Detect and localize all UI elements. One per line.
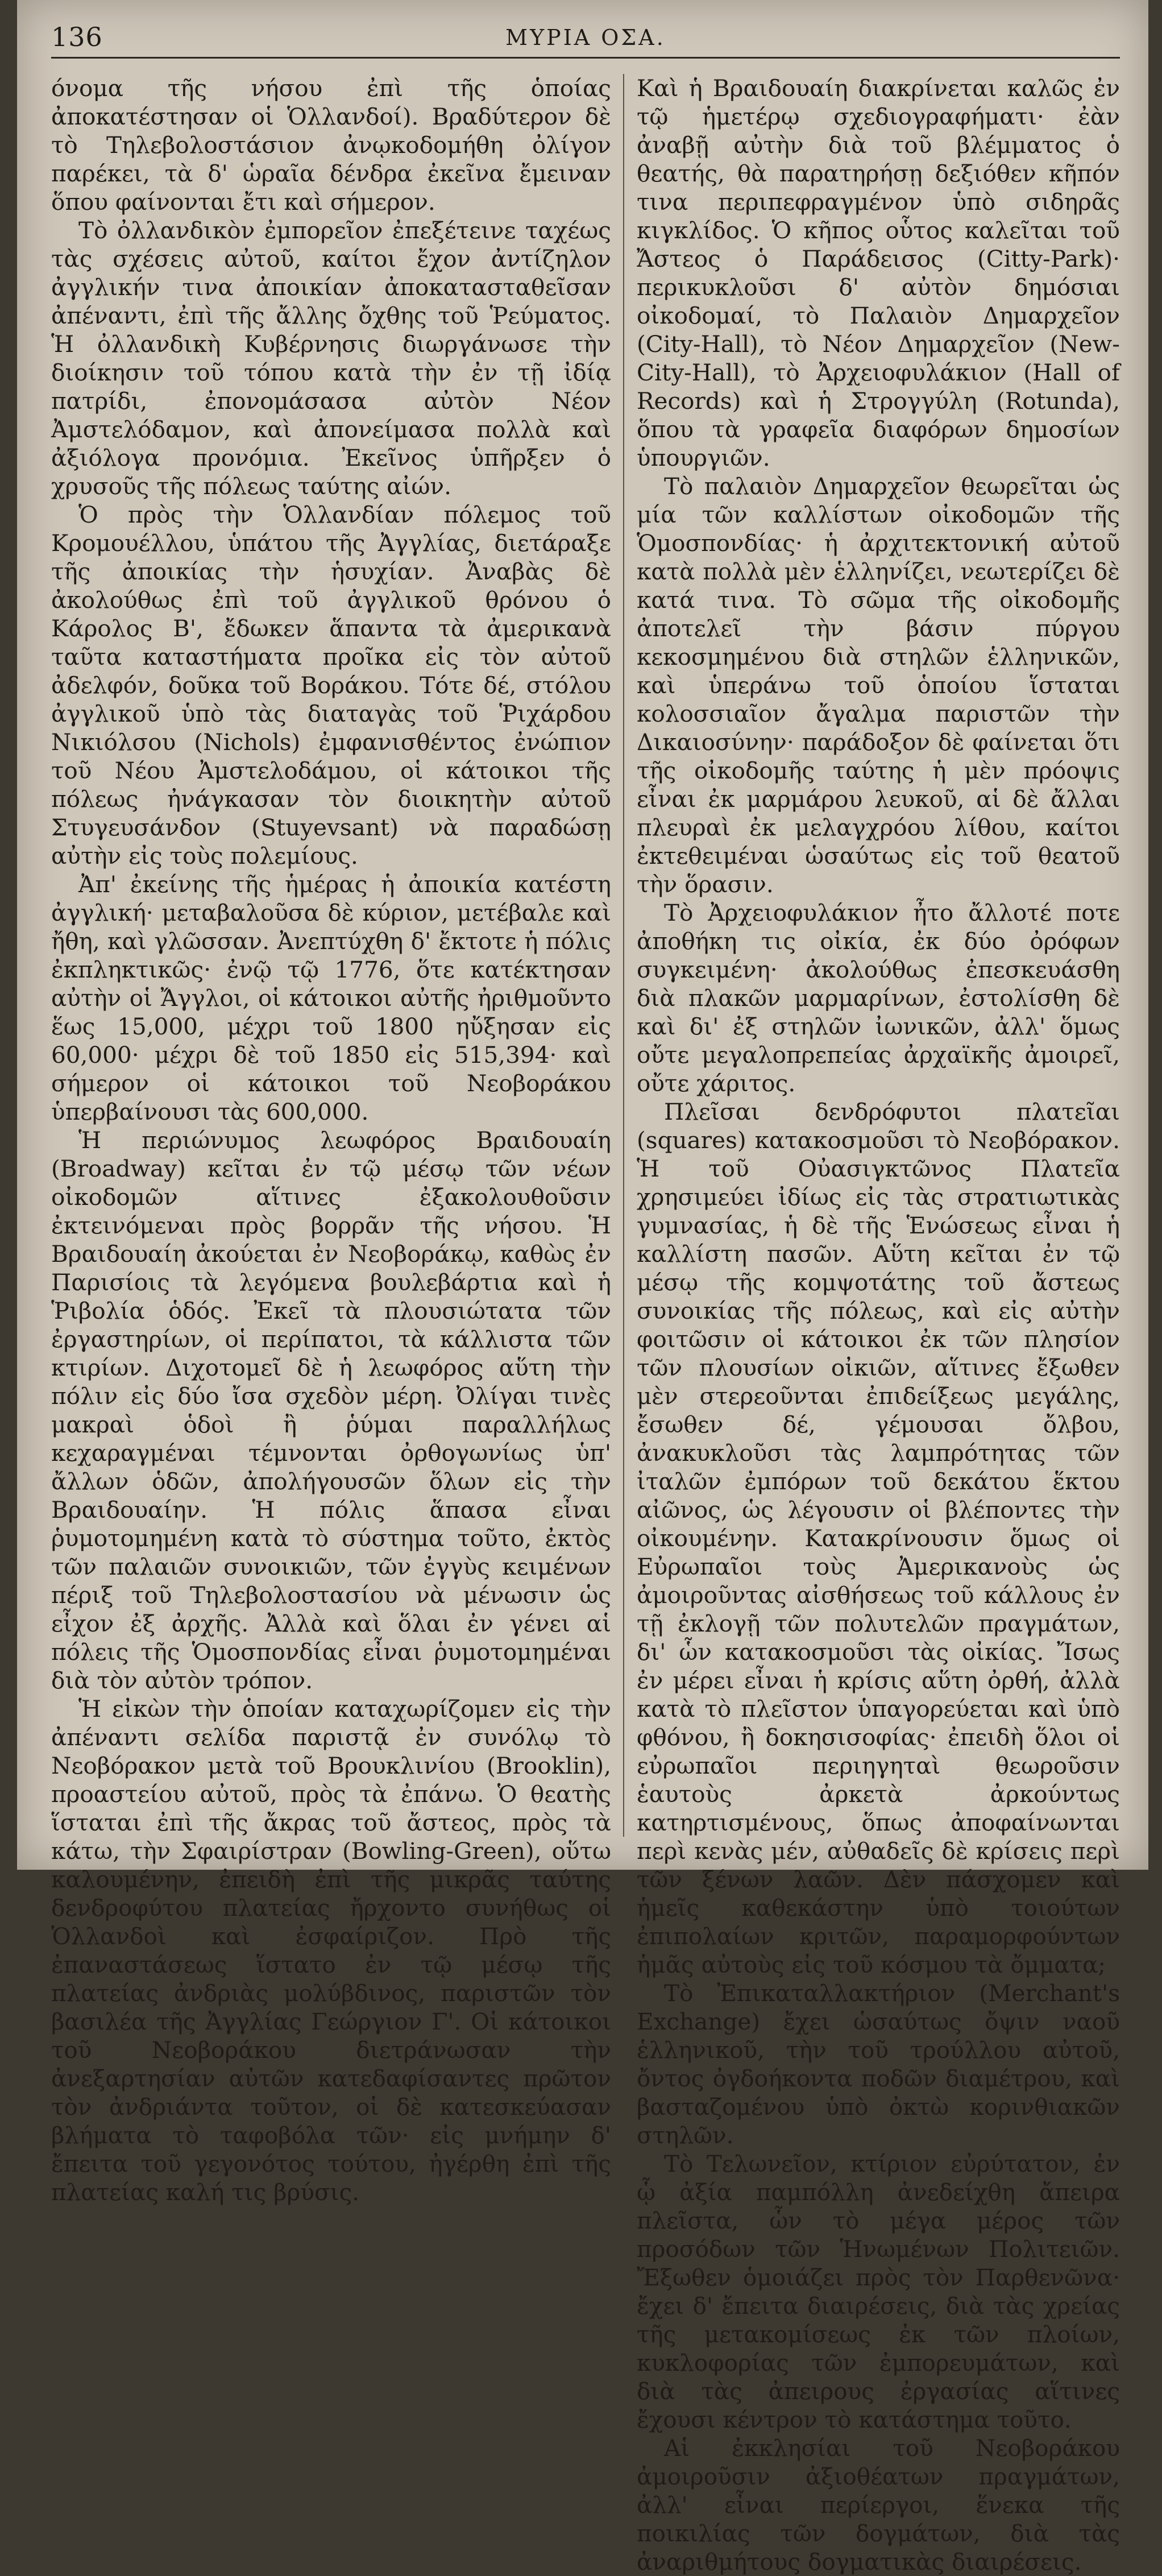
running-title: ΜΥΡΙΑ ΟΣΑ. xyxy=(505,25,666,50)
paragraph: Ὁ πρὸς τὴν Ὁλλανδίαν πόλεμος τοῦ Κρομουέλλου, ὑπάτου τῆς Ἀγγλίας, διετάραξε τῆς ἀποικίας τὴν ἡσυχίαν. Ἀναβὰς δὲ ἀκολούθως ἐπὶ τοῦ ἀγγλικοῦ θρόνου ὁ Κάρολος Β', ἔδωκεν ἅπαντα τὰ ἀμερικανὰ ταῦτα καταστήματα προῖκα εἰς τὸν αὐτοῦ ἀδελφόν, δοῦκα τοῦ Βοράκου. Τότε δέ, στόλου ἀγγλικοῦ ὑπὸ τὰς διαταγὰς τοῦ Ῥιχάρδου Νικιόλσου (Nichols) ἐμφανισθέντος ἐνώπιον τοῦ Νέου Ἀμστελοδάμου, οἱ κάτοικοι τῆς πόλεως ἠνάγκασαν τὸν διοικητὴν αὐτοῦ Στυγευσάνδον (Stuyevsant) νὰ παραδώσῃ αὐτὴν εἰς τοὺς πολεμίους. xyxy=(51,501,611,869)
left-column xyxy=(51,74,611,2206)
paragraph: Αἱ ἐκκλησίαι τοῦ Νεοβοράκου ἀμοιροῦσιν ἀξιοθέατων πραγμάτων, ἀλλ' εἶναι περίεργοι, ἕνεκα τῆς ποικιλίας τῶν δογμάτων, διὰ τὰς ἀναριθμήτους δογματικὰς διαιρέσεις. xyxy=(637,2434,1120,2575)
paragraph: Καὶ ἡ Βραιδουαίη διακρίνεται καλῶς ἐν τῷ ἡμετέρῳ σχεδιογραφήματι· ἐὰν ἀναβῇ αὐτὴν διὰ τοῦ βλέμματος ὁ θεατής, θὰ παρατηρήσῃ δεξιόθεν κῆπόν τινα περιπεφραγμένον ὑπὸ σιδηρᾶς κιγκλίδος. Ὁ κῆπος οὗτος καλεῖται τοῦ Ἄστεος ὁ Παράδεισος (Citty-Park)· περικυκλοῦσι δ' αὐτὸν δημόσιαι οἰκοδομαί, τὸ Παλαιὸν Δημαρχεῖον (City-Hall), τὸ Νέον Δημαρχεῖον (New-City-Hall), τὸ Ἀρχειοφυλάκιον (Hall of Records) καὶ ἡ Στρογγύλη (Rotunda), ὅπου τὰ γραφεῖα διαφόρων δημοσίων ὑπουργιῶν. xyxy=(637,74,1120,471)
book-page xyxy=(17,0,1148,2575)
paragraph: Ἡ περιώνυμος λεωφόρος Βραιδουαίη (Broadway) κεῖται ἐν τῷ μέσῳ τῶν νέων οἰκοδομῶν αἵτινες ἐξακολουθοῦσιν ἐκτεινόμεναι πρὸς βορρᾶν τῆς νήσου. Ἡ Βραιδουαίη ἀκούεται ἐν Νεοβοράκῳ, καθὼς ἐν Παρισίοις τὰ λεγόμενα βουλεβάρτια καὶ ἡ Ῥιβολία ὁδός. Ἐκεῖ τὰ πλουσιώτατα τῶν ἐργαστηρίων, οἱ περίπατοι, τὰ κάλλιστα τῶν κτιρίων. Διχοτομεῖ δὲ ἡ λεωφόρος αὕτη τὴν πόλιν εἰς δύο ἴσα σχεδὸν μέρη. Ὀλίγαι τινὲς μακραὶ ὁδοὶ ἢ ῥύμαι παραλλήλως κεχαραγμέναι τέμνονται ὀρθογωνίως ὑπ' ἄλλων ὁδῶν, ἀπολήγουσῶν ὅλων εἰς τὴν Βραιδουαίην. Ἡ πόλις ἅπασα εἶναι ῥυμοτομημένη κατὰ τὸ σύστημα τοῦτο, ἐκτὸς τῶν παλαιῶν συνοικιῶν, τῶν ἐγγὺς κειμένων πέριξ τοῦ Τηλεβολοστασίου νὰ μένωσιν ὡς εἶχον ἐξ ἀρχῆς. Ἀλλὰ καὶ ὅλαι ἐν γένει αἱ πόλεις τῆς Ὁμοσπονδίας εἶναι ῥυμοτομημέναι διὰ τὸν αὐτὸν τρόπον. xyxy=(51,1127,611,1694)
paragraph: Τὸ ὀλλανδικὸν ἐμπορεῖον ἐπεξέτεινε ταχέως τὰς σχέσεις αὐτοῦ, καίτοι ἔχον ἀντίζηλον ἀγγλικήν τινα ἀποικίαν ἀποκατασταθεῖσαν ἀπέναντι, ἐπὶ τῆς ἄλλης ὄχθης τοῦ Ῥεύματος. Ἡ ὀλλανδικὴ Κυβέρνησις διωργάνωσε τὴν διοίκησιν τοῦ τόπου κατὰ τὴν ἐν τῇ ἰδίᾳ πατρίδι, ἐπονομάσασα αὐτὸν Νέον Ἀμστελόδαμον, καὶ ἀπονείμασα πολλὰ καὶ ἀξιόλογα προνόμια. Ἐκεῖνος ὑπῆρξεν ὁ χρυσοῦς τῆς πόλεως ταύτης αἰών. xyxy=(51,217,611,500)
paragraph: Ἡ εἰκὼν τὴν ὁποίαν καταχωρίζομεν εἰς τὴν ἀπέναντι σελίδα παριστᾷ ἐν συνόλῳ τὸ Νεοβόρακον μετὰ τοῦ Βρουκλινίου (Brooklin), προαστείου αὐτοῦ, πρὸς τὰ ἐπάνω. Ὁ θεατὴς ἵσταται ἐπὶ τῆς ἄκρας τοῦ ἄστεος, πρὸς τὰ κάτω, τὴν Σφαιρίστραν (Bowling-Green), οὕτω καλουμένην, ἐπειδὴ ἐπὶ τῆς μικρᾶς ταύτης δενδροφύτου πλατείας ἤρχοντο συνήθως οἱ Ὁλλανδοὶ καὶ ἐσφαίριζον. Πρὸ τῆς ἐπαναστάσεως ἵστατο ἐν τῷ μέσῳ τῆς πλατείας ἀνδριὰς μολύβδινος, παριστῶν τὸν βασιλέα τῆς Ἀγγλίας Γεώργιον Γ'. Οἱ κάτοικοι τοῦ Νεοβοράκου διετράνωσαν τὴν ἀνεξαρτησίαν αὐτῶν κατεδαφίσαντες πρῶτον τὸν ἀνδριάντα τοῦτον, οἱ δὲ κατεσκεύασαν βλήματα τὸ ταφοβόλα τῶν· εἰς μνήμην δ' ἔπειτα τοῦ γεγονότος τούτου, ἠγέρθη ἐπὶ τῆς πλατείας καλή τις βρύσις. xyxy=(51,1695,611,2206)
paragraph: Τὸ Ἀρχειοφυλάκιον ἦτο ἄλλοτέ ποτε ἀποθήκη τις οἰκία, ἐκ δύο ὀρόφων συγκειμένη· ἀκολούθως ἐπεσκευάσθη διὰ πλακῶν μαρμαρίνων, ἐστολίσθη δὲ καὶ δι' ἐξ στηλῶν ἰωνικῶν, ἀλλ' ὅμως οὔτε μεγαλοπρεπείας ἀρχαϊκῆς ἀμοιρεῖ, οὔτε χάριτος. xyxy=(637,899,1120,1097)
paragraph: Τὸ παλαιὸν Δημαρχεῖον θεωρεῖται ὡς μία τῶν καλλίστων οἰκοδομῶν τῆς Ὁμοσπονδίας· ἡ ἀρχιτεκτονική αὐτοῦ κατὰ πολλὰ μὲν ἑλληνίζει, νεωτερίζει δὲ κατά τινα. Τὸ σῶμα τῆς οἰκοδομῆς ἀποτελεῖ τὴν βάσιν πύργου κεκοσμημένου διὰ στηλῶν ἑλληνικῶν, καὶ ὑπεράνω τοῦ ὁποίου ἵσταται κολοσσιαῖον ἄγαλμα παριστῶν τὴν Δικαιοσύνην· παράδοξον δὲ φαίνεται ὅτι τῆς οἰκοδομῆς ταύτης ἡ μὲν πρόοψις εἶναι ἐκ μαρμάρου λευκοῦ, αἱ δὲ ἄλλαι πλευραὶ ἐκ μελαγχρόου λίθου, καίτοι ἐκτεθειμέναι ὡσαύτως εἰς τοῦ θεατοῦ τὴν ὅρασιν. xyxy=(637,473,1120,898)
column-divider xyxy=(623,74,624,1837)
paragraph: όνομα τῆς νήσου ἐπὶ τῆς ὁποίας ἀποκατέστησαν οἱ Ὁλλανδοί). Βραδύτερον δὲ τὸ Τηλεβολοστάσιον ἀνῳκοδομήθη ὀλίγον παρέκει, τὰ δ' ὡραῖα δένδρα ἐκεῖνα ἔμειναν ὅπου φαίνονται ἔτι καὶ σήμερον. xyxy=(51,74,611,216)
header-rule xyxy=(51,57,1120,59)
right-column xyxy=(637,74,1120,2575)
paragraph: Τὸ Τελωνεῖον, κτίριον εὐρύτατον, ἐν ᾧ ἀξία παμπόλλη ἀνεδείχθη ἄπειρα πλεῖστα, ὧν τὸ μέγα μέρος τῶν προσόδων τῶν Ἡνωμένων Πολιτειῶν. Ἔξωθεν ὁμοιάζει πρὸς τὸν Παρθενῶνα· ἔχει δ' ἔπειτα διαιρέσεις, διὰ τὰς χρείας τῆς μετακομίσεως ἐκ τῶν πλοίων, κυκλοφορίας τῶν ἐμπορευμάτων, καὶ διὰ τὰς ἀπειρους ἐργασίας αἵτινες ἔχουσι κέντρον τὸ κατάστημα τοῦτο. xyxy=(637,2150,1120,2433)
page-header xyxy=(51,10,1120,61)
paragraph: Τὸ Ἐπικαταλλακτήριον (Merchant's Exchange) ἔχει ὡσαύτως ὄψιν ναοῦ ἑλληνικοῦ, τὴν τοῦ τρούλλου αὐτοῦ, ὄντος ὀγδοήκοντα ποδῶν διαμέτρου, καὶ βασταζομένου ὑπὸ ὀκτὼ κορινθιακῶν στηλῶν. xyxy=(637,1979,1120,2149)
paragraph: Ἀπ' ἐκείνης τῆς ἡμέρας ἡ ἀποικία κατέστη ἀγγλική· μεταβαλοῦσα δὲ κύριον, μετέβαλε καὶ ἤθη, καὶ γλῶσσαν. Ἀνεπτύχθη δ' ἔκτοτε ἡ πόλις ἐκπληκτικῶς· ἐνῷ τῷ 1776, ὅτε κατέκτησαν αὐτὴν οἱ Ἄγγλοι, οἱ κάτοικοι αὐτῆς ἠριθμοῦντο ἕως 15,000, μέχρι τοῦ 1800 ηὔξησαν εἰς 60,000· μέχρι δὲ τοῦ 1850 εἰς 515,394· καὶ σήμερον οἱ κάτοικοι τοῦ Νεοβοράκου ὑπερβαίνουσι τὰς 600,000. xyxy=(51,871,611,1125)
paragraph: Πλεῖσαι δενδρόφυτοι πλατεῖαι (squares) κατακοσμοῦσι τὸ Νεοβόρακον. Ἡ τοῦ Οὐασιγκτῶνος Πλατεῖα χρησιμεύει ἰδίως εἰς τὰς στρατιωτικὰς γυμνασίας, ἡ δὲ τῆς Ἑνώσεως εἶναι ἡ καλλίστη πασῶν. Αὕτη κεῖται ἐν τῷ μέσῳ τῆς κομψοτάτης τοῦ ἄστεως συνοικίας τῆς πόλεως, καὶ εἰς αὐτὴν φοιτῶσιν οἱ κάτοικοι ἐκ τῶν πλησίον τῶν πλουσίων οἰκιῶν, αἵτινες ἔξωθεν μὲν στερεοῦνται ἐπιδείξεως μεγάλης, ἔσωθεν δέ, γέμουσαι ὄλβου, ἀνακυκλοῦσι τὰς λαμπρότητας τῶν ἰταλῶν ἐμπόρων τοῦ δεκάτου ἕκτου αἰῶνος, ὡς λέγουσιν οἱ βλέποντες τὴν οἰκουμένην. Κατακρίνουσιν ὅμως οἱ Εὐρωπαῖοι τοὺς Ἀμερικανοὺς ὡς ἀμοιροῦντας αἰσθήσεως τοῦ κάλλους ἐν τῇ ἐκλογῇ τῶν πολυτελῶν πραγμάτων, δι' ὧν κατακοσμοῦσι τὰς οἰκίας. Ἴσως ἐν μέρει εἶναι ἡ κρίσις αὕτη ὀρθή, ἀλλὰ κατὰ τὸ πλεῖστον ὑπαγορεύεται καὶ ὑπὸ φθόνου, ἢ δοκησισοφίας· ἐπειδὴ ὅλοι οἱ εὐρωπαῖοι περιηγηταὶ θεωροῦσιν ἑαυτοὺς ἀρκετὰ ἀρκούντως κατηρτισμένους, ὅπως ἀποφαίνωνται περὶ κενὰς μέν, αὐθαδεῖς δὲ κρίσεις περὶ τῶν ξένων λαῶν. Δὲν πάσχομεν καὶ ἡμεῖς καθεκάστην ὑπὸ τοιούτων ἐπιπολαίων κριτῶν, παραμορφούντων ἡμᾶς αὐτοὺς εἰς τοῦ κόσμου τὰ ὄμματα; xyxy=(637,1098,1120,1978)
page-number: 136 xyxy=(51,22,103,52)
